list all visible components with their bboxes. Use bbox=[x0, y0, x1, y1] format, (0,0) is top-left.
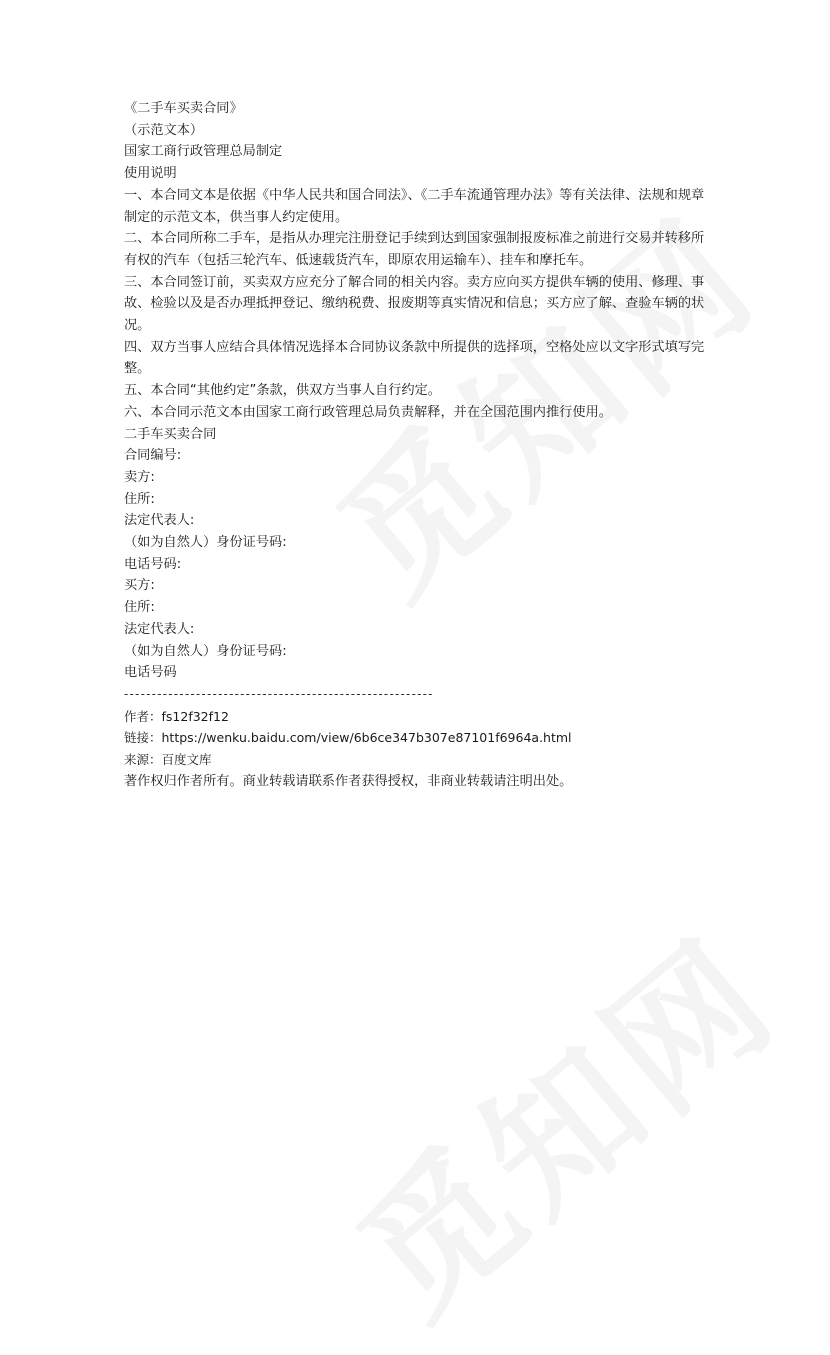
field-seller-address: 住所: bbox=[124, 491, 155, 507]
usage-item: 五、本合同“其他约定”条款，供双方当事人自行约定。 bbox=[124, 383, 441, 399]
contract-title: 二手车买卖合同 bbox=[124, 426, 217, 442]
usage-item: 六、本合同示范文本由国家工商行政管理总局负责解释，并在全国范围内推行使用。 bbox=[124, 404, 612, 420]
link-line: 链接：https://wenku.baidu.com/view/6b6ce347b307e87101f6964a.html bbox=[124, 730, 572, 746]
field-contract-no: 合同编号: bbox=[124, 448, 182, 464]
usage-item: 三、本合同签订前，买卖双方应充分了解合同的相关内容。卖方应向买方提供车辆的使用、修理、事故、检验以及是否办理抵押登记、缴纳税费、报废期等真实情况和信息；买方应了解、查验车辆的状况。 bbox=[124, 274, 705, 334]
field-seller-id: （如为自然人）身份证号码: bbox=[124, 535, 287, 551]
watermark bbox=[307, 881, 814, 1355]
field-buyer: 买方: bbox=[124, 578, 155, 594]
usage-item: 二、本合同所称二手车，是指从办理完注册登记手续到达到国家强制报废标准之前进行交易并转移所有权的汽车（包括三轮汽车、低速载货汽车，即原农用运输车）、挂车和摩托车。 bbox=[124, 231, 705, 268]
field-seller-rep: 法定代表人: bbox=[124, 513, 195, 529]
author-line: 作者：fs12f32f12 bbox=[124, 708, 229, 724]
usage-heading: 使用说明 bbox=[124, 166, 177, 182]
usage-item: 一、本合同文本是依据《中华人民共和国合同法》、《二手车流通管理办法》等有关法律、法规和规章制定的示范文本，供当事人约定使用。 bbox=[124, 187, 705, 225]
field-buyer-rep: 法定代表人: bbox=[124, 621, 195, 637]
usage-item: 四、双方当事人应结合具体情况选择本合同协议条款中所提供的选择项，空格处应以文字形式填写完整。 bbox=[124, 339, 705, 377]
copyright-line: 著作权归作者所有。商业转载请联系作者获得授权，非商业转载请注明出处。 bbox=[124, 773, 573, 789]
field-buyer-phone: 电话号码 bbox=[124, 665, 177, 681]
source-line: 来源：百度文库 bbox=[124, 752, 212, 768]
divider: -------------------------------------------------------- bbox=[124, 686, 434, 701]
field-buyer-id: （如为自然人）身份证号码: bbox=[124, 643, 287, 659]
field-seller-phone: 电话号码: bbox=[124, 556, 182, 572]
doc-title: 《二手车买卖合同》 bbox=[124, 101, 243, 116]
field-seller: 卖方: bbox=[124, 469, 155, 485]
document-body bbox=[124, 98, 714, 793]
doc-subtitle: （示范文本） bbox=[124, 122, 204, 138]
doc-issuer: 国家工商行政管理总局制定 bbox=[124, 144, 283, 160]
field-buyer-address: 住所: bbox=[124, 600, 155, 616]
